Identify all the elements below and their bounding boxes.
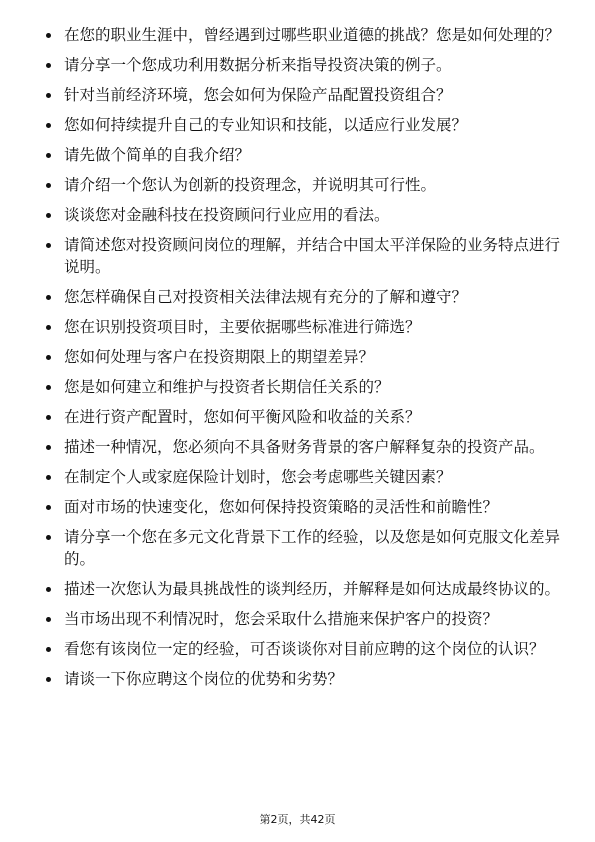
question-text: 面对市场的快速变化，您如何保持投资策略的灵活性和前瞻性？ (64, 498, 499, 516)
question-item (44, 346, 564, 368)
question-text: 请分享一个您成功利用数据分析来指导投资决策的例子。 (64, 56, 452, 74)
bullet-icon (46, 647, 51, 652)
bullet-icon (46, 63, 51, 68)
bullet-icon (46, 677, 51, 682)
bullet-icon (46, 535, 51, 540)
question-text: 您是如何建立和维护与投资者长期信任关系的？ (64, 378, 390, 396)
question-item (44, 436, 564, 458)
question-text: 在您的职业生涯中，曾经遇到过哪些职业道德的挑战？您是如何处理的？ (64, 26, 561, 44)
question-item (44, 144, 564, 166)
question-item (44, 526, 564, 570)
question-item (44, 496, 564, 518)
bullet-icon (46, 325, 51, 330)
question-text: 谈谈您对金融科技在投资顾问行业应用的看法。 (64, 206, 390, 224)
question-text: 您如何持续提升自己的专业知识和技能，以适应行业发展？ (64, 116, 468, 134)
question-item (44, 84, 564, 106)
question-item (44, 174, 564, 196)
question-item (44, 638, 564, 660)
page-footer: 第2页，共42页 (259, 813, 336, 826)
question-item (44, 578, 564, 600)
question-text: 描述一种情况，您必须向不具备财务背景的客户解释复杂的投资产品。 (64, 438, 545, 456)
bullet-icon (46, 415, 51, 420)
question-text: 在进行资产配置时，您如何平衡风险和收益的关系？ (64, 408, 421, 426)
bullet-icon (46, 153, 51, 158)
question-text: 请分享一个您在多元文化背景下工作的经验，以及您是如何克服文化差异的。 (64, 528, 561, 568)
bullet-icon (46, 385, 51, 390)
bullet-icon (46, 93, 51, 98)
question-text: 请谈一下你应聘这个岗位的优势和劣势？ (64, 670, 344, 688)
question-text: 请介绍一个您认为创新的投资理念，并说明其可行性。 (64, 176, 437, 194)
bullet-icon (46, 183, 51, 188)
question-item (44, 54, 564, 76)
question-item (44, 376, 564, 398)
question-item (44, 286, 564, 308)
question-item (44, 668, 564, 690)
question-text: 请简述您对投资顾问岗位的理解，并结合中国太平洋保险的业务特点进行说明。 (64, 236, 561, 276)
question-text: 请先做个简单的自我介绍？ (64, 146, 251, 164)
question-item (44, 316, 564, 338)
bullet-icon (46, 475, 51, 480)
question-text: 针对当前经济环境，您会如何为保险产品配置投资组合？ (64, 86, 452, 104)
question-item (44, 608, 564, 630)
bullet-icon (46, 33, 51, 38)
question-item (44, 114, 564, 136)
bullet-icon (46, 445, 51, 450)
question-item (44, 204, 564, 226)
question-text: 在制定个人或家庭保险计划时，您会考虑哪些关键因素？ (64, 468, 452, 486)
question-text: 当市场出现不利情况时，您会采取什么措施来保护客户的投资？ (64, 610, 499, 628)
question-text: 您怎样确保自己对投资相关法律法规有充分的了解和遵守？ (64, 288, 468, 306)
bullet-icon (46, 295, 51, 300)
question-list (44, 24, 564, 698)
bullet-icon (46, 213, 51, 218)
question-text: 描述一次您认为最具挑战性的谈判经历，并解释是如何达成最终协议的。 (64, 580, 561, 598)
question-item (44, 24, 564, 46)
bullet-icon (46, 587, 51, 592)
question-text: 看您有该岗位一定的经验，可否谈谈你对目前应聘的这个岗位的认识？ (64, 640, 545, 658)
question-text: 您在识别投资项目时，主要依据哪些标准进行筛选？ (64, 318, 421, 336)
bullet-icon (46, 243, 51, 248)
bullet-icon (46, 505, 51, 510)
question-text: 您如何处理与客户在投资期限上的期望差异？ (64, 348, 375, 366)
bullet-icon (46, 617, 51, 622)
question-item (44, 466, 564, 488)
bullet-icon (46, 123, 51, 128)
question-item (44, 406, 564, 428)
question-item (44, 234, 564, 278)
bullet-icon (46, 355, 51, 360)
